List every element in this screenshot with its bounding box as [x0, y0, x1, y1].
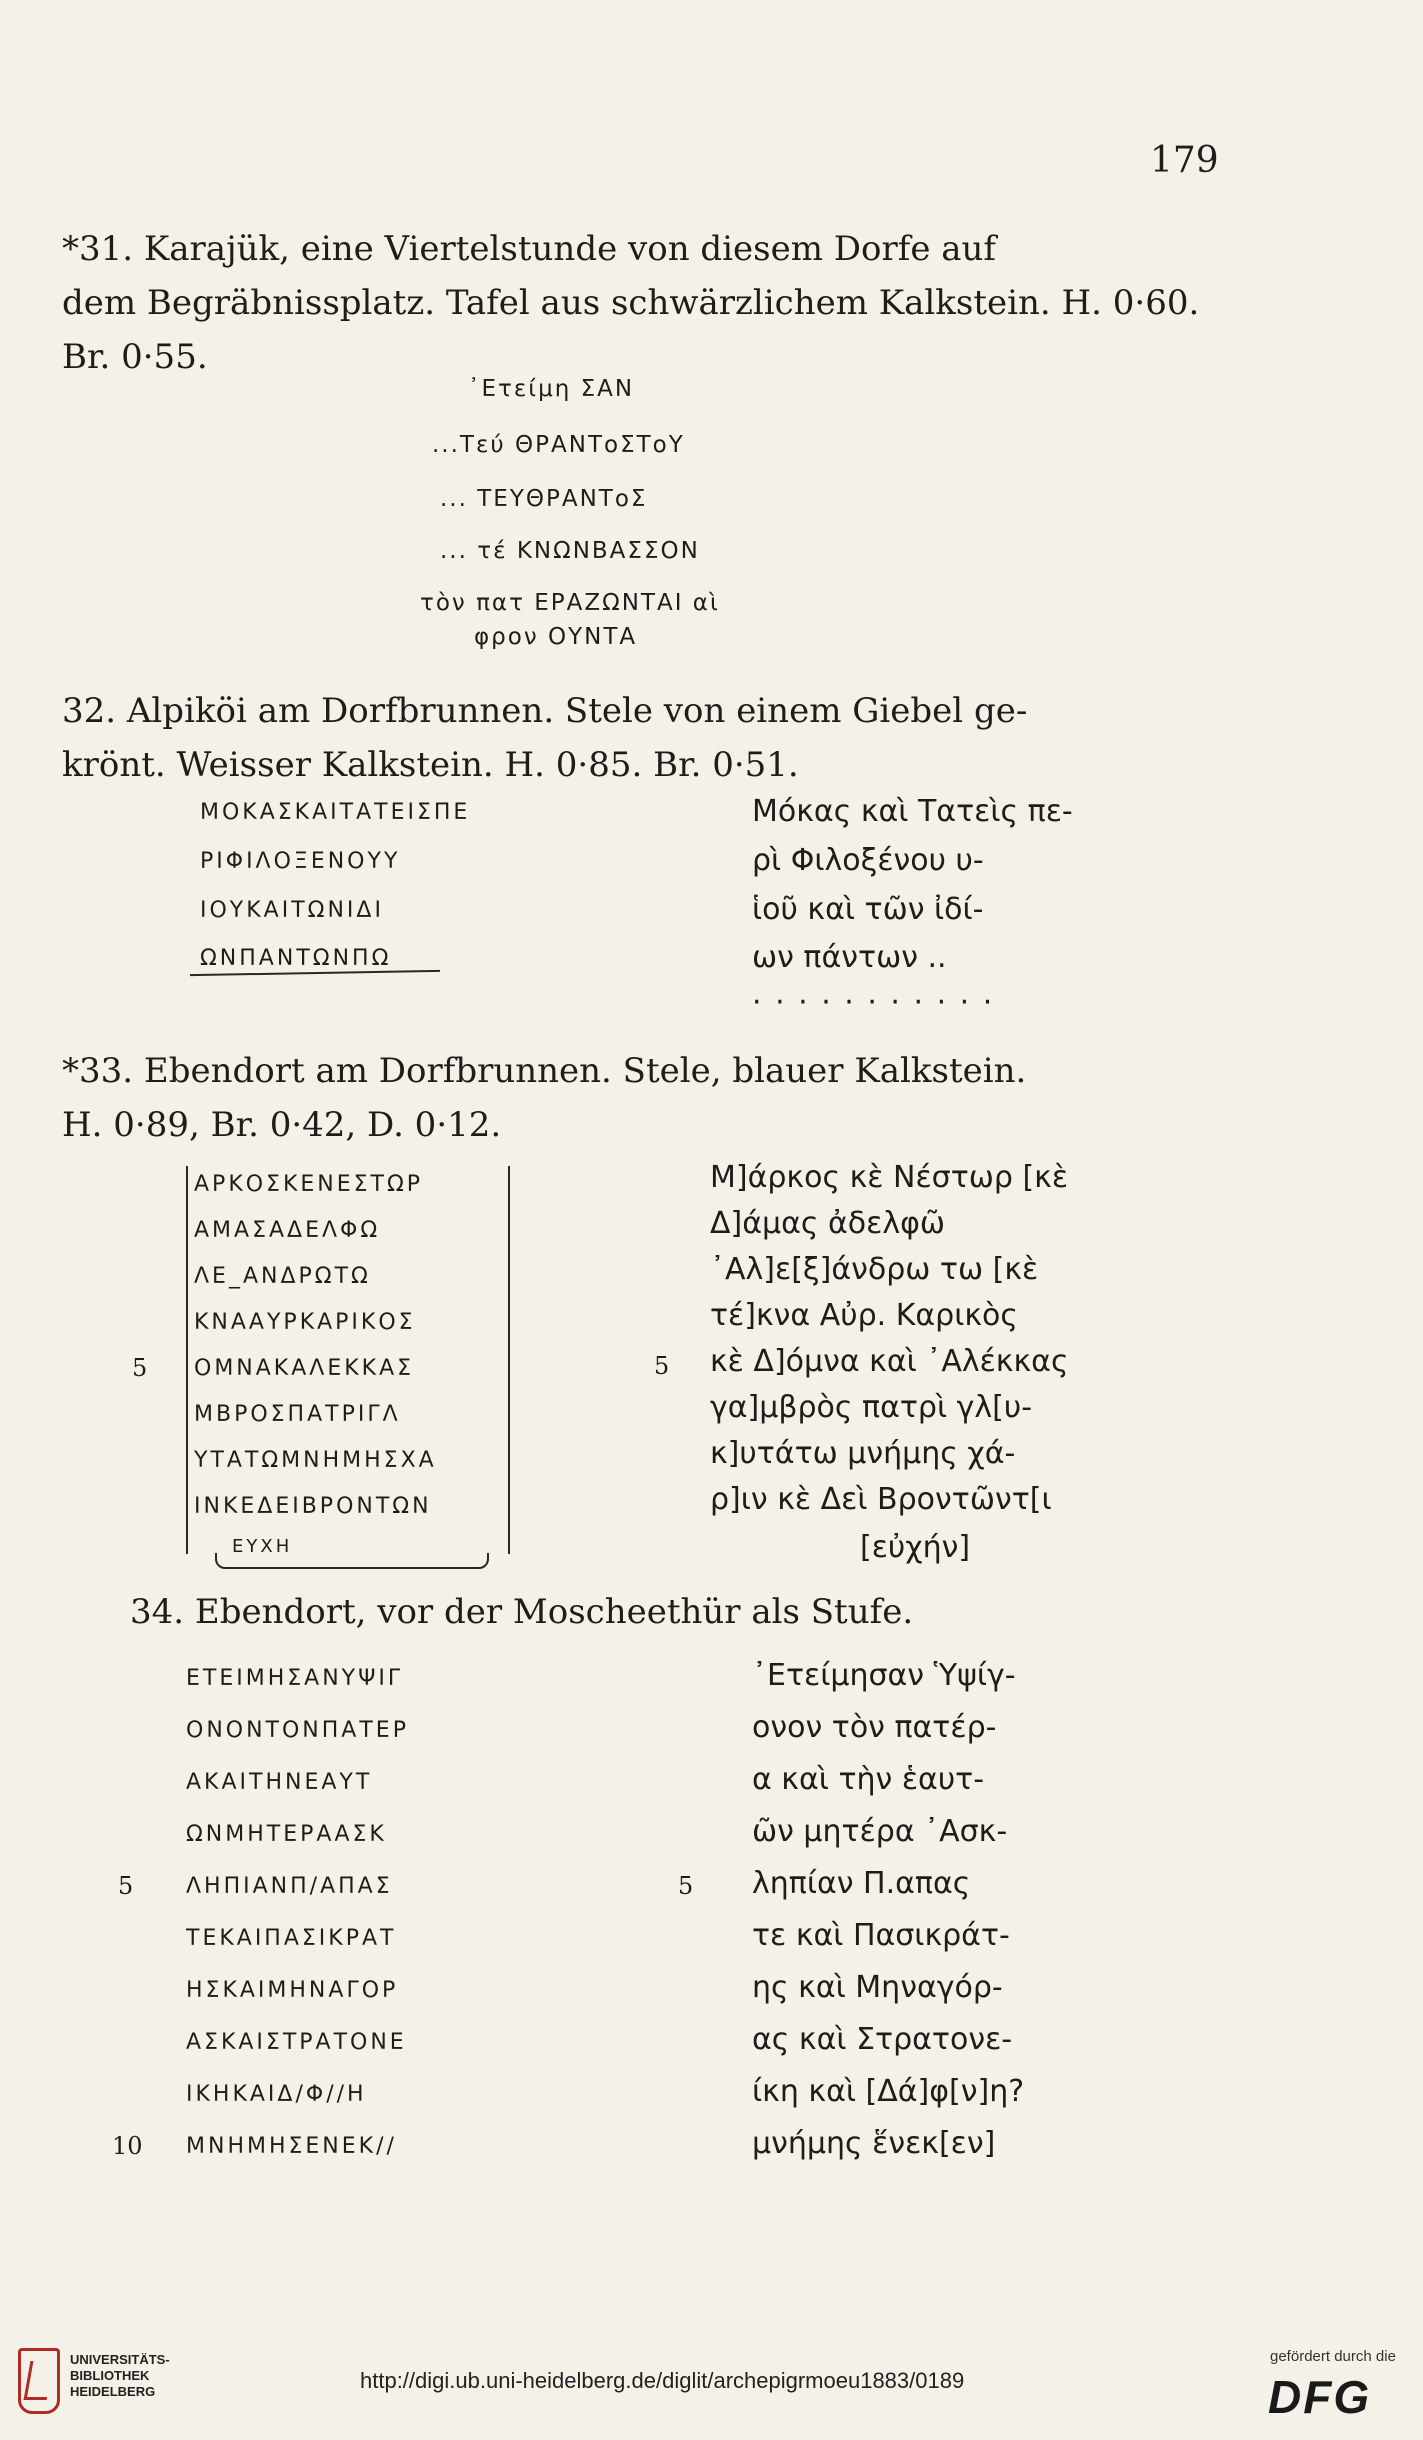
entry-33-inscription-line: ΟΜΝΑΚΑΛΕΚΚΑΣ [194, 1356, 415, 1381]
entry-33-transcription-line: γα]μβρὸς πατρὶ γλ[υ- [710, 1390, 1033, 1425]
entry-34-inscription-line: ΜΝΗΜΗΣΕΝΕΚ// [186, 2134, 397, 2159]
entry-34-transcription-line: μνήμης ἕνεκ[εν] [752, 2126, 996, 2161]
entry-33-transcription-line: Μ]άρκος κὲ Νέστωρ [κὲ [710, 1160, 1069, 1195]
entry-32-inscription-line: ΡΙΦΙΛΟΞΕΝΟΥΥ [200, 849, 401, 874]
entry-34-transcription-line: ᾿Ετείμησαν Ὑψίγ- [752, 1658, 1016, 1693]
page-number: 179 [1150, 140, 1219, 181]
entry-31-inscription-line: ... ΤΕΥΘΡΑΝΤοΣ [440, 486, 648, 512]
entry-31-text [62, 222, 1212, 384]
entry-31-inscription-line: ᾿Ετείμη ΣΑΝ [468, 376, 635, 402]
entry-33-transcription-line: ᾿Αλ]ε[ξ]άνδρω τω [κὲ [710, 1252, 1039, 1287]
entry-34-transcription-line: ῶν μητέρα ᾿Ασκ- [752, 1814, 1008, 1849]
library-name-line: HEIDELBERG [70, 2384, 156, 2399]
entry-32-line: 32. Alpiköi am Dorfbrunnen. Stele von einem Giebel ge- [62, 691, 1028, 731]
entry-33-transcription-line: κ]υτάτω μνήμης χά- [710, 1436, 1016, 1471]
entry-34-heading: 34. Ebendort, vor der Moscheethür als Stufe. [130, 1592, 914, 1632]
entry-34-inscription-line: ΙΚΗΚΑΙΔ/Φ//Η [186, 2082, 367, 2107]
entry-33-line: *33. Ebendort am Dorfbrunnen. Stele, blauer Kalkstein. [62, 1051, 1027, 1091]
entry-33-transcription-line: κὲ Δ]όμνα καὶ ᾿Αλέκκας [710, 1344, 1069, 1379]
entry-32-transcription-line: · · · · · · · · · · · [752, 985, 995, 1020]
entry-33-inscription-line: ΑΡΚΟΣΚΕΝΕΣΤΩΡ [194, 1172, 424, 1197]
entry-33-transcription-line: ρ]ιν κὲ Δεὶ Βροντῶντ[ι [710, 1482, 1052, 1517]
entry-32-transcription-line: ἱοῦ καὶ τῶν ἰδί- [752, 892, 984, 927]
entry-32-inscription-line: ΜΟΚΑΣΚΑΙΤΑΤΕΙΣΠΕ [200, 800, 471, 825]
entry-33-line: H. 0·89, Br. 0·42, D. 0·12. [62, 1105, 502, 1145]
entry-33-inscription-line: ΜΒΡΟΣΠΑΤΡΙΓΛ [194, 1402, 401, 1427]
entry-33-inscription-line: ΚΝΑΑΥΡΚΑΡΙΚΟΣ [194, 1310, 416, 1335]
entry-31-inscription-line: ... τέ ΚΝΩΝΒΑΣΣΟΝ [440, 538, 700, 564]
entry-34-inscription-line: ΕΤΕΙΜΗΣΑΝΥΨΙΓ [186, 1666, 404, 1691]
entry-34-transcription-line: ας καὶ Στρατονε- [752, 2022, 1013, 2057]
entry-33-transcription-line: τέ]κνα Αὐρ. Καρικὸς [710, 1298, 1019, 1333]
library-name-line: UNIVERSITÄTS- [70, 2352, 170, 2367]
entry-32-transcription-line: Μόκας καὶ Τατεὶς πε- [752, 794, 1073, 829]
library-name [70, 2352, 170, 2400]
entry-34-inscription-line: ΟΝΟΝΤΟΝΠΑΤΕΡ [186, 1718, 409, 1743]
entry-33-inscription-line: ΑΜΑΣΑΔΕΛΦΩ [194, 1218, 381, 1243]
line-number: 5 [678, 1872, 694, 1900]
line-number: 5 [118, 1872, 134, 1900]
entry-33-inscription-line: ΛΕ_ΑΝΔΡΩΤΩ [194, 1264, 371, 1289]
entry-31-inscription-line: ...Τεύ ΘΡΑΝΤοΣΤοΥ [432, 432, 685, 458]
entry-32-transcription-line: ρὶ Φιλοξένου υ- [752, 843, 984, 878]
entry-31-line: Br. 0·55. [62, 337, 208, 377]
entry-34-transcription-line: ονον τὸν πατέρ- [752, 1710, 997, 1745]
entry-34-transcription-line: ληπίαν Π.απας [752, 1866, 971, 1901]
entry-33-transcription-line: Δ]άμας ἀδελφῶ [710, 1206, 946, 1241]
entry-32-inscription-line: ΩΝΠΑΝΤΩΝΠΩ [200, 946, 392, 971]
entry-32-line: krönt. Weisser Kalkstein. H. 0·85. Br. 0·51. [62, 745, 799, 785]
entry-33-inscription-line: ΙΝΚΕΔΕΙΒΡΟΝΤΩΝ [194, 1494, 432, 1519]
entry-34-transcription-line: α καὶ τὴν ἑαυτ- [752, 1762, 985, 1797]
entry-33-transcription-line: [εὐχήν] [860, 1530, 971, 1565]
entry-32-inscription-line: ΙΟΥΚΑΙΤΩΝΙΔΙ [200, 898, 384, 923]
entry-31-line: dem Begräbnissplatz. Tafel aus schwärzlichem Kalkstein. H. 0·60. [62, 283, 1200, 323]
university-logo-icon [18, 2348, 60, 2414]
library-name-line: BIBLIOTHEK [70, 2368, 150, 2383]
entry-32-transcription-line: ων πάντων .. [752, 940, 947, 975]
entry-34-inscription-line: ΑΣΚΑΙΣΤΡΑΤΟΝΕ [186, 2030, 407, 2055]
entry-34-inscription-line: ΩΝΜΗΤΕΡΑΑΣΚ [186, 1822, 387, 1847]
entry-34-transcription-line: τε καὶ Πασικράτ- [752, 1918, 1010, 1953]
entry-31-inscription-line: φρον ΟΥΝΤΑ [474, 624, 638, 650]
entry-31-line: *31. Karajük, eine Viertelstunde von diesem Dorfe auf [62, 229, 997, 269]
entry-34-inscription-line: ΑΚΑΙΤΗΝΕΑΥΤ [186, 1770, 373, 1795]
entry-34-inscription-line: ΤΕΚΑΙΠΑΣΙΚΡΑΤ [186, 1926, 397, 1951]
dfg-logo: DFG [1268, 2371, 1372, 2423]
entry-33-inscription-line: ΕΥΧΗ [232, 1536, 293, 1557]
entry-33-inscription-line: ΥΤΑΤΩΜΝΗΜΗΣΧΑ [194, 1448, 437, 1473]
entry-34-inscription-line: ΛΗΠΙΑΝΠ/ΑΠΑΣ [186, 1874, 393, 1899]
entry-34-transcription-line: ης καὶ Μηναγόρ- [752, 1970, 1003, 2005]
line-number: 5 [132, 1354, 148, 1382]
entry-33-text [62, 1044, 1212, 1152]
line-number: 10 [112, 2132, 143, 2160]
line-number: 5 [654, 1352, 670, 1380]
entry-34-transcription-line: ίκη καὶ [Δά]φ[ν]η? [752, 2074, 1025, 2109]
entry-31-inscription-line: τὸν πατ ΕΡΑΖΩΝΤΑΙ αὶ [420, 590, 720, 616]
entry-34-inscription-line: ΗΣΚΑΙΜΗΝΑΓΟΡ [186, 1978, 399, 2003]
funding-note: gefördert durch die [1270, 2348, 1396, 2365]
entry-32-text [62, 684, 1212, 792]
source-url-link[interactable]: http://digi.ub.uni-heidelberg.de/diglit/archepigrmoeu1883/0189 [360, 2368, 965, 2393]
